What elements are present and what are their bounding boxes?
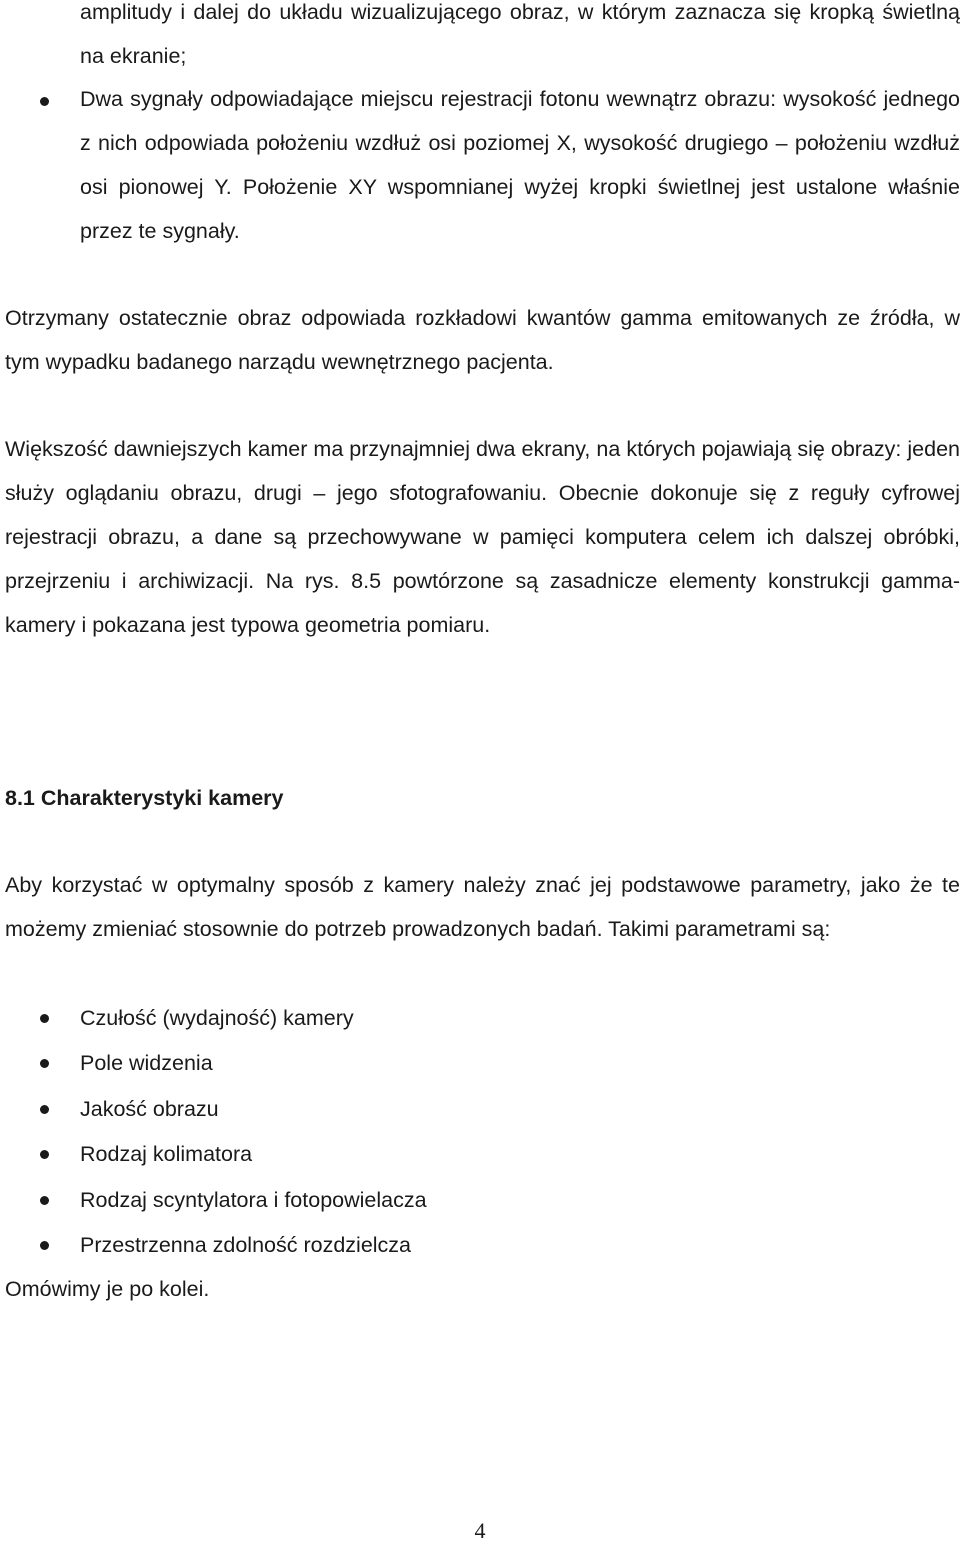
- bullet-dot-icon: [40, 1059, 49, 1068]
- bullet-dot-icon: [40, 1196, 49, 1205]
- list-item: [0, 1178, 960, 1223]
- paragraph-bullet-signals: Dwa sygnały odpowiadające miejscu rejestracji fotonu wewnątrz obrazu: wysokość jednego z nich odpowiada położeniu wzdłuż osi poziomej X, wysokość drugiego – położeniu wzdłuż osi pionowej Y. Położenie XY wspomnianej wyżej kropki świetlnej jest ustalone właśnie przez te sygnały.: [80, 87, 960, 243]
- list-item-label: Przestrzenna zdolność rozdzielcza: [80, 1232, 412, 1257]
- list-item: [0, 1041, 960, 1086]
- bullet-dot-icon: [40, 1105, 49, 1114]
- list-item: [0, 1132, 960, 1177]
- paragraph-cameras: Większość dawniejszych kamer ma przynajmniej dwa ekrany, na których pojawiają się obrazy: jeden służy oglądaniu obrazu, drugi – jego sfotografowaniu. Obecnie dokonuje się z reguły cyfrowej rejestracji obrazu, a dane są przechowywane w pamięci komputera celem ich dalszej obróbki, przejrzeniu i archiwizacji. Na rys. 8.5 powtórzone są zasadnicze elementy konstrukcji gamma-kamery i pokazana jest typowa geometria pomiaru.: [5, 437, 960, 637]
- list-item: [0, 1223, 960, 1268]
- list-item-label: Czułość (wydajność) kamery: [80, 1006, 354, 1030]
- paragraph-intro-parameters: Aby korzystać w optymalny sposób z kamery należy znać jej podstawowe parametry, jako że te możemy zmieniać stosownie do potrzeb prowadzonych badań. Takimi parametrami są:: [5, 873, 960, 941]
- paragraph-top-continuation: amplitudy i dalej do układu wizualizującego obraz, w którym zaznacza się kropką świetlną na ekranie;: [80, 0, 960, 68]
- list-item-label: Rodzaj scyntylatora i fotopowielacza: [80, 1187, 427, 1212]
- bullet-dot-icon: [40, 1014, 49, 1023]
- paragraph-image-result: Otrzymany ostatecznie obraz odpowiada rozkładowi kwantów gamma emitowanych ze źródła, w tym wypadku badanego narządu wewnętrznego pacjenta.: [5, 306, 960, 374]
- list-item: [0, 1087, 960, 1132]
- bullet-dot-icon: [40, 97, 49, 106]
- section-heading: 8.1 Charakterystyki kamery: [5, 786, 284, 810]
- list-item: [0, 996, 960, 1041]
- paragraph-closing: Omówimy je po kolei.: [5, 1277, 210, 1301]
- page-number: 4: [474, 1518, 486, 1543]
- bullet-dot-icon: [40, 1150, 49, 1159]
- list-item-label: Jakość obrazu: [80, 1096, 219, 1121]
- bullet-dot-icon: [40, 1241, 49, 1250]
- parameters-list: [0, 996, 960, 1268]
- list-item-label: Rodzaj kolimatora: [80, 1142, 253, 1167]
- list-item-label: Pole widzenia: [80, 1051, 213, 1076]
